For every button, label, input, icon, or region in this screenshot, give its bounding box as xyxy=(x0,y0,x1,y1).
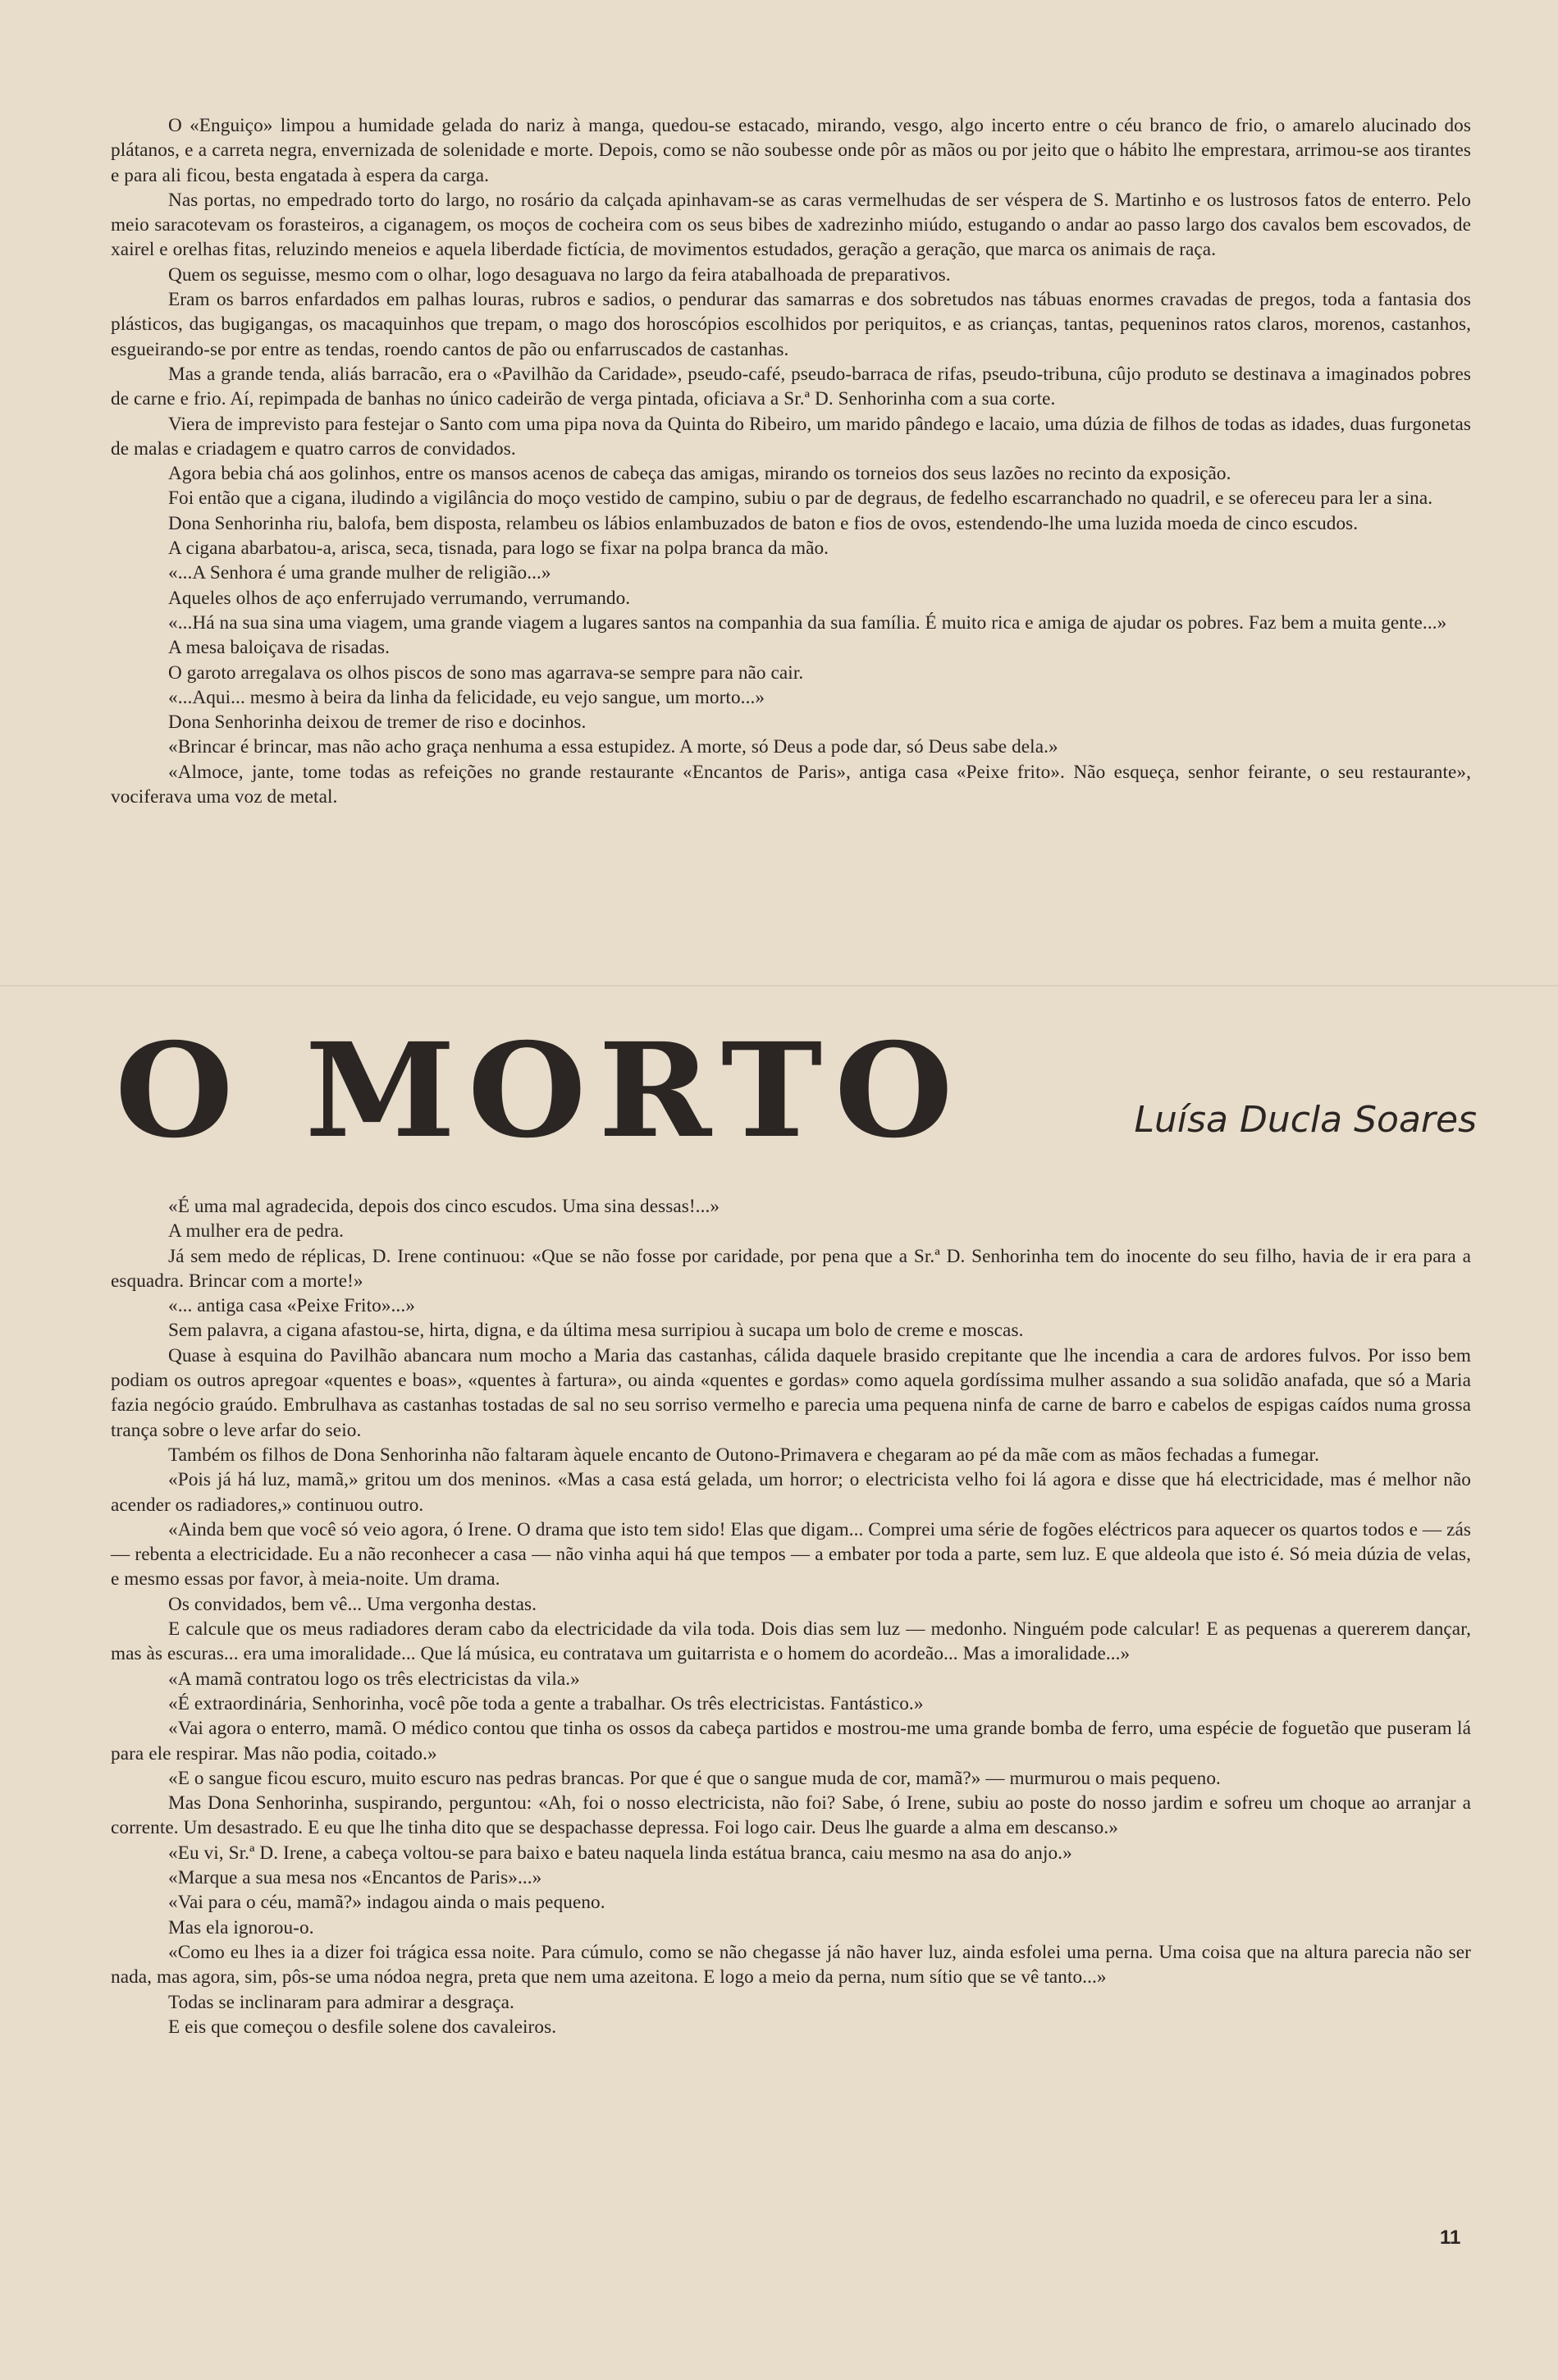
article-author: Luísa Ducla Soares xyxy=(1134,1099,1477,1141)
paragraph: Aqueles olhos de aço enferrujado verrumando, verrumando. xyxy=(168,587,631,609)
paragraph: «É uma mal agradecida, depois dos cinco escudos. Uma sina dessas!...» xyxy=(168,1196,720,1217)
article-title: O MORTO xyxy=(115,1015,966,1167)
article-text-bottom xyxy=(111,1194,1471,2039)
paragraph: Mas a grande tenda, aliás barracão, era o «Pavilhão da Caridade», pseudo-café, pseudo-barraca de rifas, pseudo-tribuna, cûjo produto se destinava a imaginados pobres de carne e frio. Aí, repimpada de banhas no único cadeirão de verga pintada, oficiava a Sr.ª D. Senhorinha com a sua corte. xyxy=(111,363,1471,410)
paragraph: «Vai agora o enterro, mamã. O médico contou que tinha os ossos da cabeça partidos e mostrou-me uma grande bomba de ferro, uma espécie de foguetão que puseram lá para ele respirar. Mas não podia, coitado.» xyxy=(111,1718,1471,1764)
paragraph: Eram os barros enfardados em palhas louras, rubros e sadios, o pendurar das samarras e dos sobretudos nas tábuas enormes cravadas de pregos, toda a fantasia dos plásticos, das bugigangas, os macaquinhos que trepam, o mago dos horoscópios escolhidos por periquitos, e as crianças, tantas, pequeninos ratos claros, morenos, castanhos, esgueirando-se por entre as tendas, roendo cantos de pão ou enfarruscados de castanhas. xyxy=(111,289,1471,360)
paragraph: O garoto arregalava os olhos piscos de sono mas agarrava-se sempre para não cair. xyxy=(168,661,804,684)
paragraph: Sem palavra, a cigana afastou-se, hirta, digna, e da última mesa surripiou à sucapa um bolo de creme e moscas. xyxy=(168,1320,1024,1342)
paragraph: Todas se inclinaram para admirar a desgraça. xyxy=(168,1991,514,2013)
paragraph: Viera de imprevisto para festejar o Santo com uma pipa nova da Quinta do Ribeiro, um marido pândego e lacaio, uma dúzia de filhos de todas as idades, duas furgonetas de malas e criadagem e quatro carros de convidados. xyxy=(111,413,1471,460)
paragraph: «Ainda bem que você só veio agora, ó Irene. O drama que isto tem sido! Elas que digam... Comprei uma série de fogões eléctricos para aquecer os quartos todos e — zás — rebenta a electricidade. Eu a não reconhecer a casa — não vinha aqui há que tempos — a embater por toda a parte, sem luz. E que aldeola que isto é. Só meia dúzia de velas, e mesmo essas por favor, à meia-noite. Um drama. xyxy=(111,1518,1471,1590)
page-fold xyxy=(0,985,1558,986)
paragraph: Nas portas, no empedrado torto do largo, no rosário da calçada apinhavam-se as caras vermelhudas de ser véspera de S. Martinho e os lustrosos fatos de enterro. Pelo meio saracotevam os forasteiros, a ciganagem, os moços de cocheira com os seus bibes de xadrezinho miúdo, estugando o andar ao passo largo dos cavalos bem escovados, de xairel e orelhas fitas, reluzindo meneios e aquela liberdade fictícia, de movimentos estudados, geração a geração, que marca os animais de raça. xyxy=(111,189,1471,261)
paragraph: Já sem medo de réplicas, D. Irene continuou: «Que se não fosse por caridade, por pena que a Sr.ª D. Senhorinha tem do inocente do seu filho, havia de ir era para a esquadra. Brincar com a morte!» xyxy=(111,1245,1471,1292)
paragraph: «É extraordinária, Senhorinha, você põe toda a gente a trabalhar. Os três electricistas. Fantástico.» xyxy=(168,1692,924,1714)
title-block xyxy=(115,1015,1477,1167)
paragraph: Mas Dona Senhorinha, suspirando, perguntou: «Ah, foi o nosso electricista, não foi? Sabe, ó Irene, subiu ao poste do nosso jardim e sofreu um choque ao arranjar a corrente. Um desastrado. E eu que lhe tinha dito que se despachasse depressa. Foi logo cair. Deus lhe guarde a alma em descanso.» xyxy=(111,1792,1471,1839)
paragraph: Os convidados, bem vê... Uma vergonha destas. xyxy=(168,1593,537,1615)
paragraph: Foi então que a cigana, iludindo a vigilância do moço vestido de campino, subiu o par de degraus, de fedelho escarranchado no quadril, e se ofereceu para ler a sina. xyxy=(168,487,1433,510)
paragraph: A mulher era de pedra. xyxy=(168,1220,345,1243)
paragraph: E calcule que os meus radiadores deram cabo da electricidade da vila toda. Dois dias sem luz — medonho. Ninguém pode calcular! E as pequenas a quererem dançar, mas às escuras... era uma imoralidade... Que lá música, eu contratava um guitarrista e o homem do acordeão... Mas a imoralidade...» xyxy=(111,1618,1471,1665)
paragraph: A mesa baloiçava de risadas. xyxy=(168,637,390,659)
paragraph: «Pois já há luz, mamã,» gritou um dos meninos. «Mas a casa está gelada, um horror; o electricista velho foi lá agora e disse que há electricidade, mas é melhor não acender os radiadores,» continuou outro. xyxy=(111,1469,1471,1516)
paragraph: «Como eu lhes ia a dizer foi trágica essa noite. Para cúmulo, como se não chegasse já não haver luz, ainda esfolei uma perna. Uma coisa que na altura parecia não ser nada, mas agora, sim, pôs-se uma nódoa negra, preta que nem uma azeitona. E logo a meio da perna, num sítio que se vê tanto...» xyxy=(111,1941,1471,1989)
paragraph: Quem os seguisse, mesmo com o olhar, logo desaguava no largo da feira atabalhoada de preparativos. xyxy=(168,263,951,286)
paragraph: «...Há na sua sina uma viagem, uma grande viagem a lugares santos na companhia da sua família. É muito rica e amiga de ajudar os pobres. Faz bem a muita gente...» xyxy=(168,611,1447,634)
paragraph: Dona Senhorinha deixou de tremer de riso e docinhos. xyxy=(168,712,587,734)
paragraph: «...A Senhora é uma grande mulher de religião...» xyxy=(168,562,551,584)
page-number: 11 xyxy=(1440,2227,1461,2249)
paragraph: Também os filhos de Dona Senhorinha não faltaram àquele encanto de Outono-Primavera e chegaram ao pé da mãe com as mãos fechadas a fumegar. xyxy=(168,1444,1319,1466)
paragraph: «Brincar é brincar, mas não acho graça nenhuma a essa estupidez. A morte, só Deus a pode dar, só Deus sabe dela.» xyxy=(168,736,1058,758)
article-text-top xyxy=(111,113,1471,809)
paragraph: A cigana abarbatou-a, arisca, seca, tisnada, para logo se fixar na polpa branca da mão. xyxy=(168,538,829,560)
paragraph: «... antiga casa «Peixe Frito»...» xyxy=(168,1295,415,1317)
paragraph: «Marque a sua mesa nos «Encantos de Paris»...» xyxy=(168,1867,542,1889)
paragraph: Quase à esquina do Pavilhão abancara num mocho a Maria das castanhas, cálida daquele brasido crepitante que lhe incendia a cara de ardores fulvos. Por isso bem podiam os outros apregoar «quentes e boas», «quentes à fartura», ou ainda «quentes e gordas» como aquela gordíssima mulher assando a sua solidão anafada, que só a Maria fazia negócio graúdo. Embrulhava as castanhas tostadas de sal no seu sorriso vermelho e parecia uma pequena ninfa de carne de barro e cabelos de espigas caídos numa grossa trança sobre o leve arfar do seio. xyxy=(111,1344,1471,1441)
paragraph: Dona Senhorinha riu, balofa, bem disposta, relambeu os lábios enlambuzados de baton e fios de ovos, estendendo-lhe uma luzida moeda de cinco escudos. xyxy=(168,512,1359,534)
paragraph: Agora bebia chá aos golinhos, entre os mansos acenos de cabeça das amigas, mirando os torneios dos seus lazões no recinto da exposição. xyxy=(168,463,1231,485)
paragraph: «...Aqui... mesmo à beira da linha da felicidade, eu vejo sangue, um morto...» xyxy=(168,686,765,708)
paragraph: «Almoce, jante, tome todas as refeições no grande restaurante «Encantos de Paris», antiga casa «Peixe frito». Não esqueça, senhor feirante, o seu restaurante», vociferava uma voz de metal. xyxy=(111,761,1471,808)
paragraph: «Vai para o céu, mamã?» indagou ainda o mais pequeno. xyxy=(168,1892,605,1914)
paragraph: «A mamã contratou logo os três electricistas da vila.» xyxy=(168,1668,580,1690)
paragraph: Mas ela ignorou-o. xyxy=(168,1916,314,1938)
paragraph: O «Enguiço» limpou a humidade gelada do nariz à manga, quedou-se estacado, mirando, vesgo, algo incerto entre o céu branco de frio, o amarelo alucinado dos plátanos, e a carreta negra, envernizada de solenidade e morte. Depois, como se não soubesse onde pôr as mãos ou por jeito que o hábito lhe emprestara, arrimou-se aos tirantes e para ali ficou, besta engatada à espera da carga. xyxy=(111,115,1471,186)
paragraph: «Eu vi, Sr.ª D. Irene, a cabeça voltou-se para baixo e bateu naquela linda estátua branca, caiu mesmo na asa do anjo.» xyxy=(168,1842,1072,1864)
paragraph: E eis que começou o desfile solene dos cavaleiros. xyxy=(168,2016,557,2038)
paragraph: «E o sangue ficou escuro, muito escuro nas pedras brancas. Por que é que o sangue muda de cor, mamã?» — murmurou o mais pequeno. xyxy=(168,1767,1221,1789)
